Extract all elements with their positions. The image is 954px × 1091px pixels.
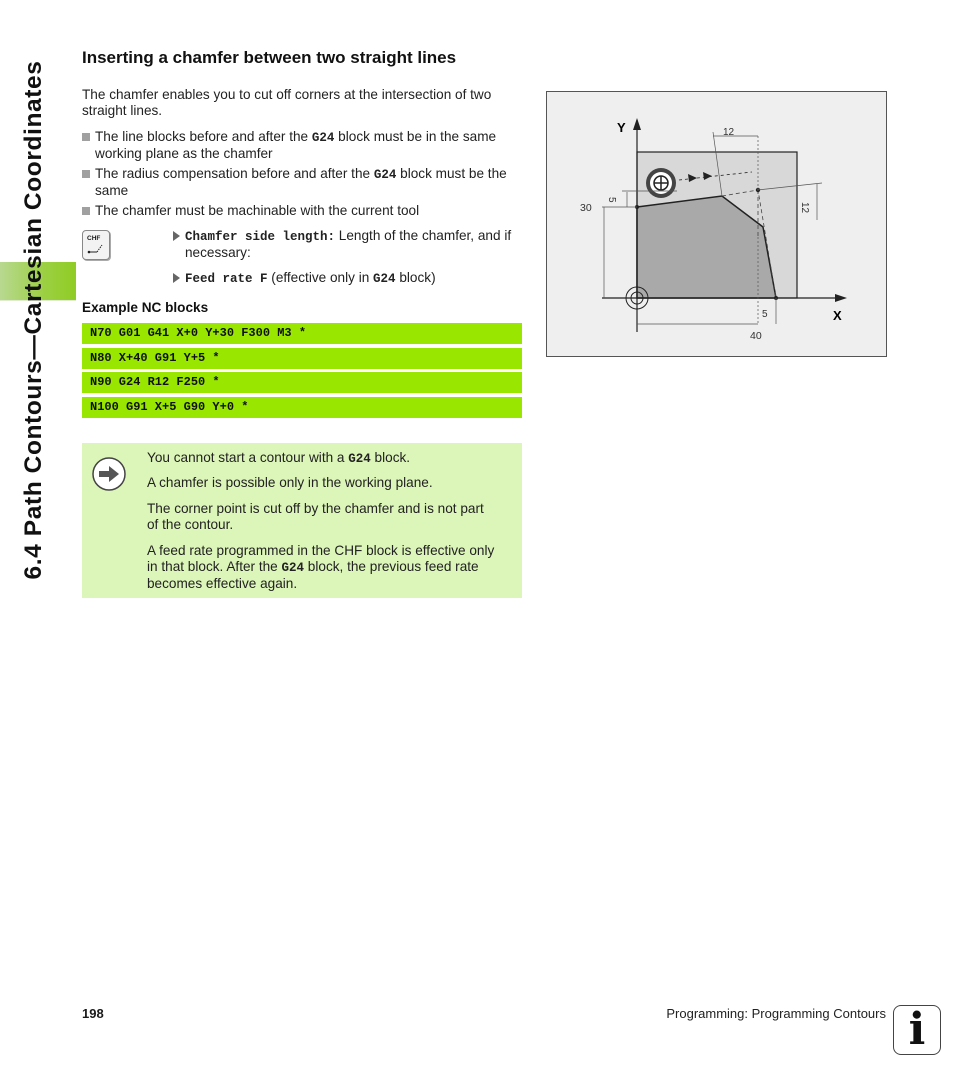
- intro-line-2: straight lines.: [82, 103, 163, 118]
- x-axis-arrow: [835, 294, 847, 302]
- chamfer-diagram-svg: [547, 92, 888, 358]
- param-feed-rate: [173, 270, 535, 287]
- footer-title: Programming: Programming Contours: [666, 1006, 886, 1021]
- param-code: G24: [373, 272, 396, 286]
- note-paragraph-3: [147, 501, 517, 533]
- bullet-text: The radius compensation before and after the: [95, 166, 374, 181]
- chamfer-softkey-icon: [82, 230, 110, 260]
- chamfer-glyph-icon: [83, 231, 109, 259]
- arrow-right-icon: [92, 457, 126, 491]
- example-heading: Example NC blocks: [82, 300, 209, 315]
- note-text: The corner point is cut off by the chamfer and is not part: [147, 501, 484, 516]
- note-text: A feed rate programmed in the CHF block is effective only: [147, 543, 495, 558]
- param-chamfer-length: [173, 228, 535, 261]
- chapter-title: 6.4 Path Contours—Cartesian Coordinates: [20, 60, 47, 580]
- bullet-text: block must be in the same: [334, 129, 497, 144]
- triangle-bullet-icon: [173, 231, 180, 241]
- bullet-square-icon: [82, 207, 90, 215]
- bullet-item-2: [82, 166, 540, 199]
- bullet-item-1: [82, 129, 540, 162]
- param-text: block): [395, 270, 436, 285]
- dim-offset-y: 5: [606, 197, 617, 203]
- dim-corner-x: 40: [750, 330, 762, 342]
- bullet-code: G24: [373, 168, 397, 182]
- chamfer-diagram: [546, 91, 887, 357]
- note-paragraph-4: [147, 543, 517, 592]
- bullet-text: block must be the: [396, 166, 507, 181]
- note-paragraph-2: A chamfer is possible only in the working plane.: [147, 475, 433, 490]
- intro-line-1: The chamfer enables you to cut off corners at the intersection of two: [82, 87, 492, 102]
- dim-start-y: 30: [580, 202, 592, 214]
- dim-chamfer-x: 12: [723, 127, 735, 138]
- section-heading: Inserting a chamfer between two straight lines: [82, 48, 457, 67]
- nc-block: N80 X+40 G91 Y+5 *: [82, 348, 522, 369]
- info-letter: i: [908, 1004, 926, 1055]
- bullet-item-3: [82, 203, 540, 219]
- note-text: block, the previous feed rate: [304, 559, 479, 574]
- note-code: G24: [281, 561, 305, 575]
- note-text: block.: [370, 450, 411, 465]
- param-code: Chamfer side length:: [185, 230, 336, 244]
- bullet-text: The chamfer must be machinable with the current tool: [95, 203, 420, 218]
- note-text: in that block. After the: [147, 559, 282, 574]
- bullet-square-icon: [82, 170, 90, 178]
- milling-tool-icon: [646, 168, 676, 198]
- page-number: 198: [82, 1006, 104, 1021]
- dim-offset-x: 5: [762, 309, 768, 320]
- y-axis-arrow: [633, 118, 641, 130]
- softkey-label: CHF: [87, 235, 101, 242]
- nc-block: N90 G24 R12 F250 *: [82, 372, 522, 393]
- param-text: necessary:: [185, 245, 251, 260]
- bullet-text: same: [95, 183, 129, 198]
- bullet-square-icon: [82, 133, 90, 141]
- note-paragraph-1: [147, 450, 517, 467]
- note-text: becomes effective again.: [147, 576, 298, 591]
- note-text: You cannot start a contour with a: [147, 450, 349, 465]
- dim-chamfer-y: 12: [799, 202, 810, 214]
- bullet-code: G24: [311, 131, 335, 145]
- nc-block: N70 G01 G41 X+0 Y+30 F300 M3 *: [82, 323, 522, 344]
- x-axis-label: X: [833, 308, 842, 323]
- note-text: of the contour.: [147, 517, 234, 532]
- info-icon: [893, 1005, 941, 1055]
- param-code: Feed rate F: [185, 272, 268, 286]
- param-text: Length of the chamfer, and if: [335, 228, 512, 243]
- note-code: G24: [348, 452, 371, 466]
- param-text: (effective only in: [267, 270, 374, 285]
- bullet-text: working plane as the chamfer: [95, 146, 273, 161]
- y-axis-label: Y: [617, 120, 626, 135]
- bullet-text: The line blocks before and after the: [95, 129, 312, 144]
- nc-block: N100 G91 X+5 G90 Y+0 *: [82, 397, 522, 418]
- triangle-bullet-icon: [173, 273, 180, 283]
